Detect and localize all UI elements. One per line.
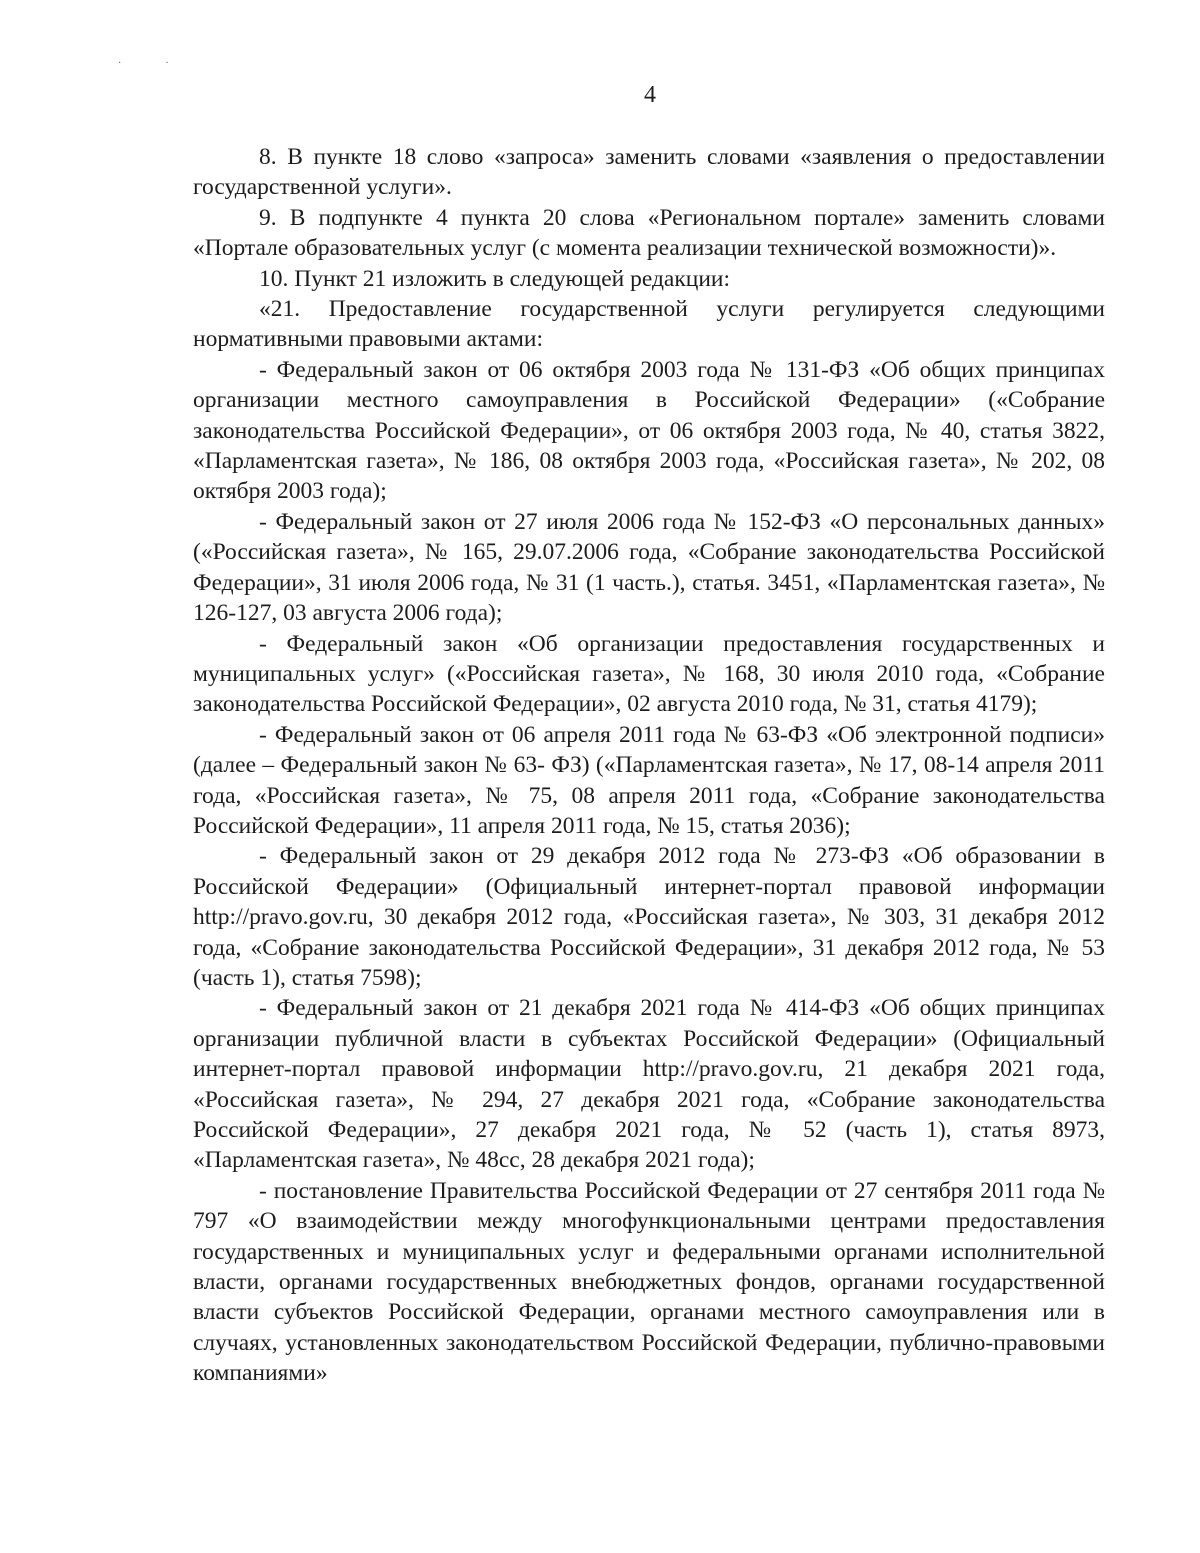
page-number: 4: [644, 82, 656, 108]
paragraph-item-8: 8. В пункте 18 слово «запроса» заменить словами «заявления о предоставлении государственной услуги».: [193, 144, 1105, 201]
document-body: [193, 142, 1105, 1389]
paragraph-item-10: 10. Пункт 21 изложить в следующей редакции:: [259, 265, 731, 292]
paragraph-item-9: 9. В подпункте 4 пункта 20 слова «Региональном портале» заменить словами «Портале образовательных услуг (с момента реализации технической возможности)».: [193, 204, 1105, 262]
paragraph-decree-797: - постановление Правительства Российской Федерации от 27 сентября 2011 года № 797 «О взаимодействии между многофункциональными центрами предоставления государственных и муниципальных услуг и федеральными органами исполнительной власти, органами государственных внебюджетных фондов, органами государственной власти субъектов Российской Федерации, органами местного самоуправления или в случаях, установленных законодательством Российской Федерации, публично-правовыми компаниями»: [193, 1177, 1105, 1387]
paragraph-law-63-fz: - Федеральный закон от 06 апреля 2011 года № 63-ФЗ «Об электронной подписи» (далее – Федеральный закон № 63- ФЗ) («Парламентская газета», № 17, 08-14 апреля 2011 года, «Российская газета», № 75, 08 апреля 2011 года, «Собрание законодательства Российской Федерации», 11 апреля 2011 года, № 15, статья 2036);: [193, 721, 1105, 839]
paragraph-law-public-services: - Федеральный закон «Об организации предоставления государственных и муниципальных услуг» («Российская газета», № 168, 30 июля 2010 года, «Собрание законодательства Российской Федерации», 02 августа 2010 года, № 31, статья 4179);: [193, 630, 1105, 718]
paragraph-law-273-fz: - Федеральный закон от 29 декабря 2012 года № 273-ФЗ «Об образовании в Российской Федерации» (Официальный интернет-портал правовой информации http://pravo.gov.ru, 30 декабря 2012 года, «Российская газета», № 303, 31 декабря 2012 года, «Собрание законодательства Российской Федерации», 31 декабря 2012 года, № 53 (часть 1), статья 7598);: [193, 843, 1105, 991]
paragraph-point-21-intro: «21. Предоставление государственной услуги регулируется следующими нормативными правовыми актами:: [193, 296, 1105, 353]
paragraph-law-152-fz: - Федеральный закон от 27 июля 2006 года № 152-ФЗ «О персональных данных» («Российская газета», № 165, 29.07.2006 года, «Собрание законодательства Российской Федерации», 31 июля 2006 года, № 31 (1 часть.), статья. 3451, «Парламентская газета», № 126-127, 03 августа 2006 года);: [193, 508, 1105, 627]
scan-specks: ··: [118, 58, 213, 69]
paragraph-law-131-fz: - Федеральный закон от 06 октября 2003 года № 131-ФЗ «Об общих принципах организации местного самоуправления в Российской Федерации» («Собрание законодательства Российской Федерации», от 06 октября 2003 года, № 40, статья 3822, «Парламентская газета», № 186, 08 октября 2003 года, «Российская газета», № 202, 08 октября 2003 года);: [193, 356, 1105, 505]
paragraph-law-414-fz: - Федеральный закон от 21 декабря 2021 года № 414-ФЗ «Об общих принципах организации публичной власти в субъектах Российской Федерации» (Официальный интернет-портал правовой информации http://pravo.gov.ru, 21 декабря 2021 года, «Российская газета», № 294, 27 декабря 2021 года, «Собрание законодательства Российской Федерации», 27 декабря 2021 года, № 52 (часть 1), статья 8973, «Парламентская газета», № 48сс, 28 декабря 2021 года);: [193, 995, 1105, 1174]
